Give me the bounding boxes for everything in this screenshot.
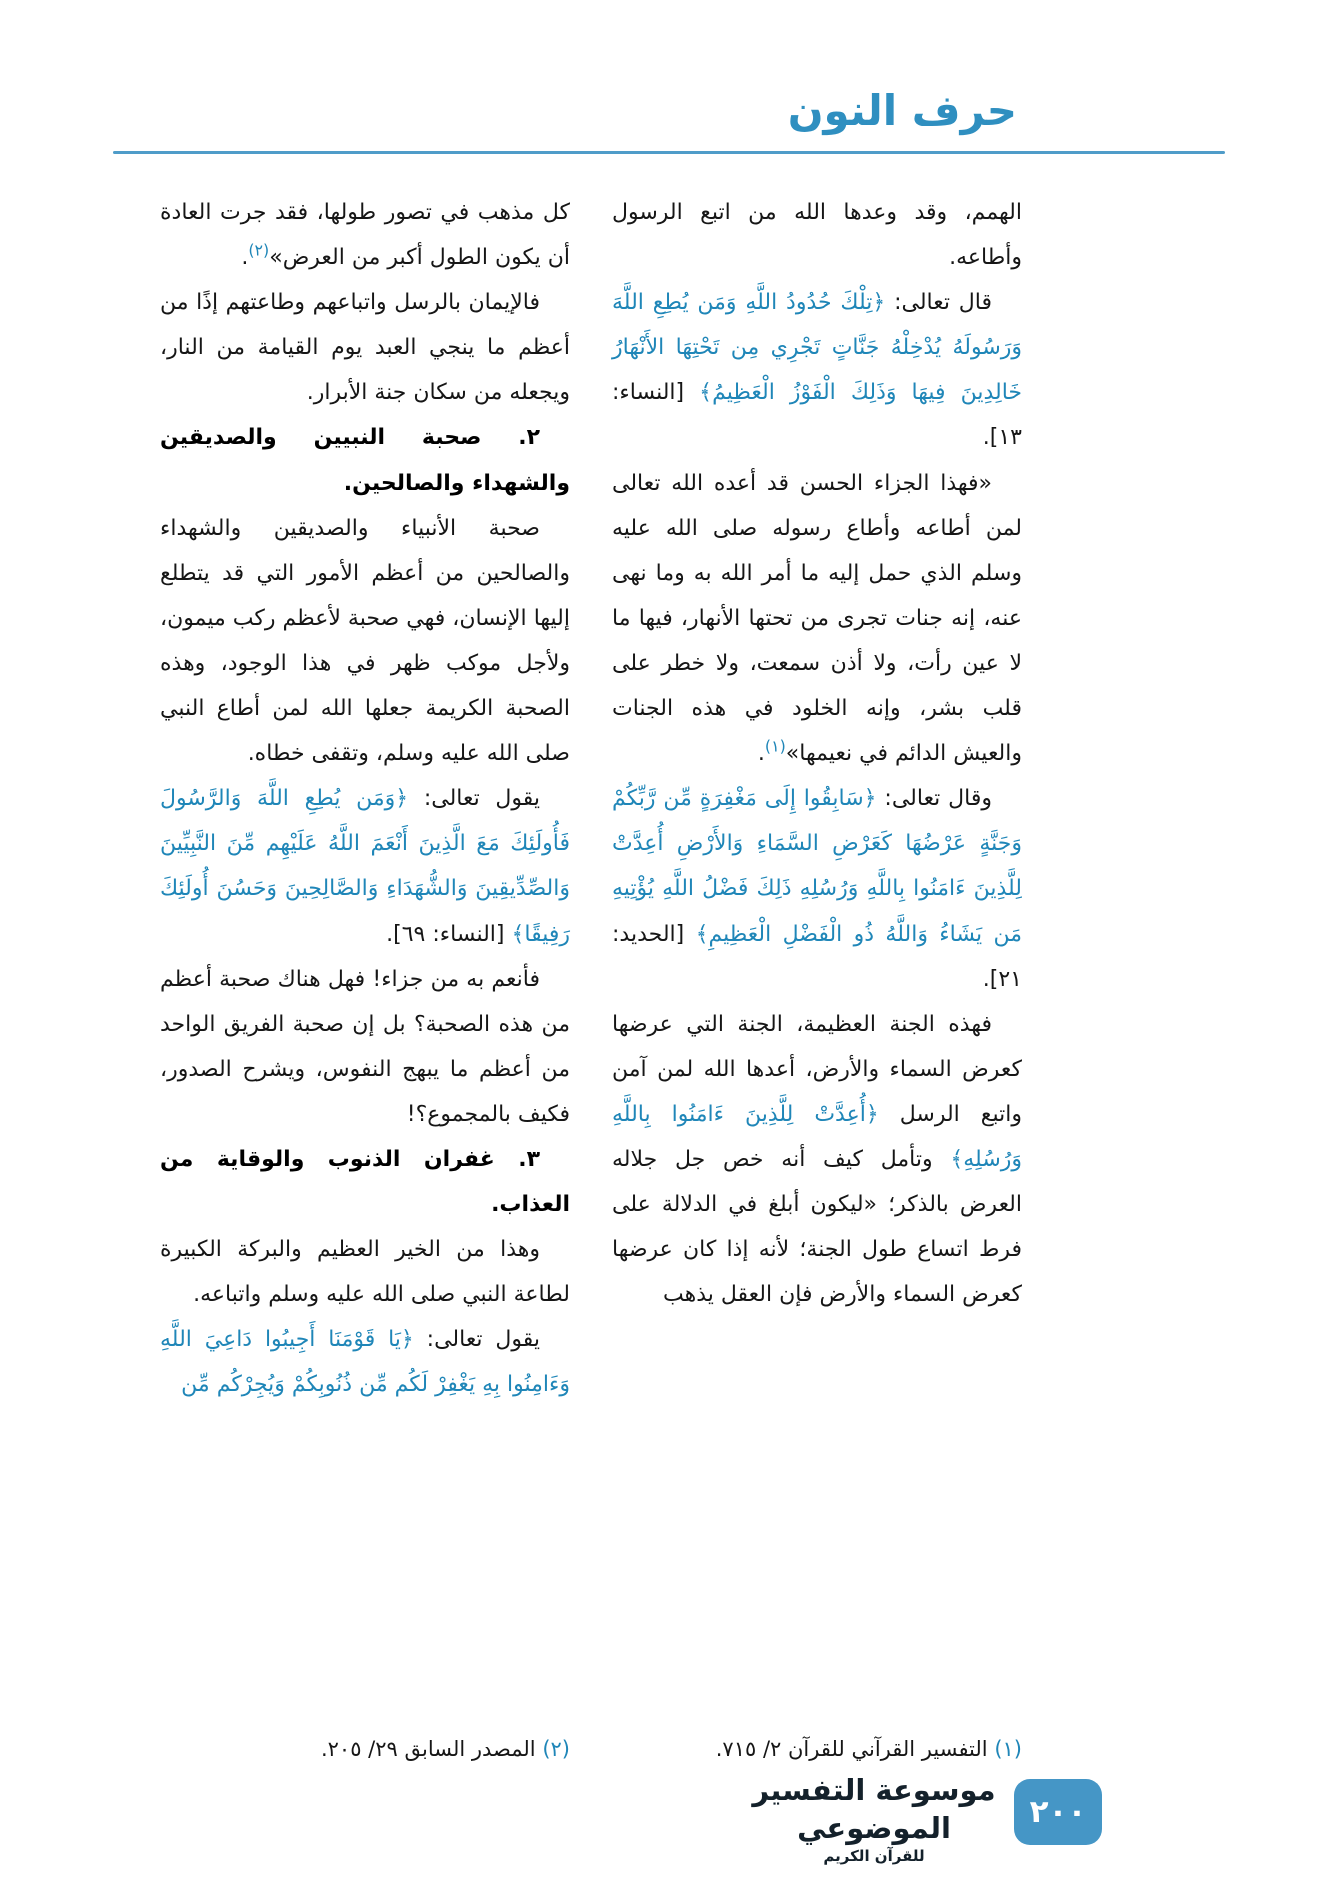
paragraph [612,190,1022,280]
paragraph [160,957,570,1137]
paragraph-with-verse [612,1002,1022,1318]
text-columns [160,190,1022,1730]
verse-reference: [النساء: ١٣]. [612,380,1022,451]
quran-verse: ﴿أُعِدَّتْ لِلَّذِينَ ءَامَنُوا بِاللَّهِ وَرُسُلِهِ﴾ [612,1101,1022,1172]
paragraph-with-verse [160,776,570,956]
publisher-logo [749,1772,999,1865]
verse-intro: قال تعالى: [885,290,992,316]
verse-reference: [الحديد: ٢١]. [612,921,1022,992]
section-heading-2: ٢. صحبة النبيين والصديقين والشهداء والصالحين. [160,425,570,496]
verse-intro: وقال تعالى: [876,786,992,812]
footnote-text: المصدر السابق ٢٩/ ٢٠٥. [320,1737,543,1761]
body-text: صحبة الأنبياء والصديقين والشهداء والصالحين من أعظم الأمور التي قد يتطلع إليها الإنسان، فهي صحبة لأعظم ركب ميمون، ولأجل موكب ظهر في هذا الوجود، وهذه الصحبة الكريمة جعلها الله لمن أطاع النبي صلى الله عليه وسلم، وتقفى خطاه. [160,515,570,767]
body-text: «فهذا الجزاء الحسن قد أعده الله تعالى لمن أطاعه وأطاع رسوله صلى الله عليه وسلم الذي حمل إليه ما أمر الله به وما نهى عنه، إنه جنات تجرى من تحتها الأنهار، فيها ما لا عين رأت، ولا أذن سمعت، ولا خطر على قلب بشر، وإنه الخلود في هذه الجنات والعيش الدائم في نعيمها» [612,470,1022,767]
verse-reference: [النساء: ٦٩]. [386,921,512,947]
quran-verse: ﴿يَا قَوْمَنَا أَجِيبُوا دَاعِيَ اللَّهِ وَءَامِنُوا بِهِ يَغْفِرْ لَكُم مِّن ذُنُوبِكُمْ وَيُجِرْكُم مِّن [160,1327,570,1398]
quran-verse: ﴿وَمَن يُطِعِ اللَّهَ وَالرَّسُولَ فَأُولَئِكَ مَعَ الَّذِينَ أَنْعَمَ اللَّهُ عَلَيْهِم مِّنَ النَّبِيِّينَ وَالصِّدِّيقِينَ وَالشُّهَدَاءِ وَالصَّالِحِينَ وَحَسُنَ أُولَئِكَ رَفِيقًا﴾ [160,786,570,947]
page-number: ٢٠٠ [1029,1794,1087,1830]
footnote-2 [160,1733,570,1767]
paragraph [612,461,1022,777]
paragraph-with-verse [612,776,1022,1001]
body-text: . [757,741,765,767]
body-text: . [241,245,249,271]
footnote-marker-2: (٢) [248,240,270,260]
page-number-badge [1014,1779,1102,1845]
chapter-title: حرف النون [787,86,1017,135]
paragraph-with-verse [612,280,1022,460]
logo-subtitle: للقرآن الكريم [823,1847,925,1866]
footnotes-area [160,1733,1022,1767]
paragraph [160,506,570,777]
paragraph-with-verse [160,1317,570,1407]
logo-title: موسوعة التفسير الموضوعي [752,1773,996,1845]
footnote-number: (١) [994,1737,1022,1761]
quran-verse: ﴿سَابِقُوا إِلَى مَغْفِرَةٍ مِّن رَّبِّكُمْ وَجَنَّةٍ عَرْضُهَا كَعَرْضِ السَّمَاءِ وَالأَرْضِ أُعِدَّتْ لِلَّذِينَ ءَامَنُوا بِاللَّهِ وَرُسُلِهِ ذَلِكَ فَضْلُ اللَّهِ يُؤْتِيهِ مَن يَشَاءُ وَاللَّهُ ذُو الْفَضْلِ الْعَظِيمِ﴾ [612,786,1022,947]
body-text: فأنعم به من جزاء! فهل هناك صحبة أعظم من هذه الصحبة؟ بل إن صحبة الفريق الواحد من أعظم ما يبهج النفوس، ويشرح الصدور، فكيف بالمجموع؟! [160,966,570,1127]
footnote-text: التفسير القرآني للقرآن ٢/ ٧١٥. [715,1737,995,1761]
section-heading-3: ٣. غفران الذنوب والوقاية من العذاب. [160,1146,570,1218]
footnote-marker-1: (١) [764,736,786,756]
verse-intro: يقول تعالى: [408,786,540,812]
paragraph [160,1227,570,1317]
verse-intro: يقول تعالى: [413,1327,541,1353]
left-column [160,190,570,1730]
body-text: كل مذهب في تصور طولها، فقد جرت العادة أن يكون الطول أكبر من العرض» [160,200,570,271]
paragraph [160,190,570,280]
body-text: فالإيمان بالرسل واتباعهم وطاعتهم إذًا من أعظم ما ينجي العبد يوم القيامة من النار، ويجعله من سكان جنة الأبرار. [160,290,570,406]
body-text: وهذا من الخير العظيم والبركة الكبيرة لطاعة النبي صلى الله عليه وسلم واتباعه. [160,1237,570,1308]
footnote-1 [612,1733,1022,1767]
header-rule [113,151,1225,154]
body-text: فهذه الجنة العظيمة، الجنة التي عرضها كعرض السماء والأرض، أعدها الله لمن آمن واتبع الرسل [612,1011,1022,1127]
body-text: الهمم، وقد وعدها الله من اتبع الرسول وأطاعه. [612,200,1022,271]
body-text: وتأمل كيف أنه خص جل جلاله العرض بالذكر؛ «ليكون أبلغ في الدلالة على فرط اتساع طول الجنة؛ لأنه إذا كان عرضها كعرض السماء والأرض فإن العقل يذهب [612,1146,1022,1308]
right-column [612,190,1022,1730]
quran-verse: ﴿تِلْكَ حُدُودُ اللَّهِ وَمَن يُطِعِ اللَّهَ وَرَسُولَهُ يُدْخِلْهُ جَنَّاتٍ تَجْرِي مِن تَحْتِهَا الأَنْهَارُ خَالِدِينَ فِيهَا وَذَلِكَ الْفَوْزُ الْعَظِيمُ﴾ [612,290,1022,406]
paragraph [160,280,570,415]
footnote-number: (٢) [542,1737,570,1761]
